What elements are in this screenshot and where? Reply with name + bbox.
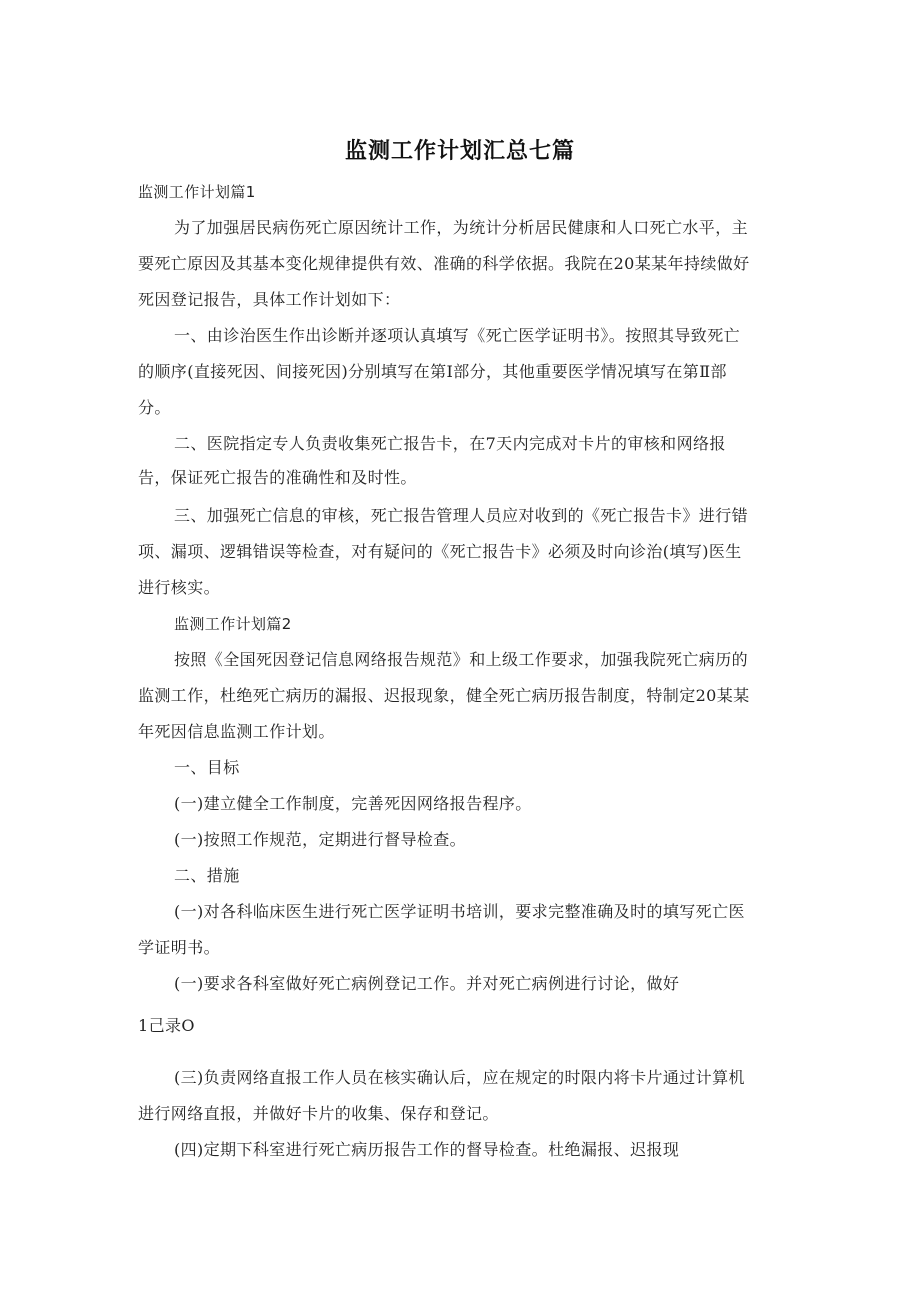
list-item: (一)按照工作规范，定期进行督导检查。 (174, 830, 467, 849)
list-item: (一)对各科临床医生进行死亡医学证明书培训，要求完整准确及时的填写死亡医 (174, 902, 745, 921)
section-heading: 监测工作计划篇2 (174, 615, 292, 633)
paragraph-line: 二、医院指定专人负责收集死亡报告卡，在7天内完成对卡片的审核和网络报 (174, 434, 726, 453)
paragraph-line: 进行核实。 (138, 578, 221, 597)
paragraph-line: 死因登记报告，具体工作计划如下： (138, 290, 401, 309)
paragraph-line: 告，保证死亡报告的准确性和及时性。 (138, 468, 417, 487)
section-heading: 监测工作计划篇1 (138, 183, 256, 201)
paragraph-line: 为了加强居民病伤死亡原因统计工作，为统计分析居民健康和人口死亡水平，主 (174, 218, 749, 237)
list-item: (四)定期下科室进行死亡病历报告工作的督导检查。杜绝漏报、迟报现 (174, 1140, 680, 1159)
paragraph-line: 一、由诊治医生作出诊断并逐项认真填写《死亡医学证明书》。按照其导致死亡 (174, 326, 741, 345)
paragraph-line: 1己录O (138, 1016, 195, 1035)
paragraph-line: 项、漏项、逻辑错误等检查，对有疑问的《死亡报告卡》必须及时向诊治(填写)医生 (138, 542, 742, 561)
paragraph-line: 监测工作，杜绝死亡病历的漏报、迟报现象，健全死亡病历报告制度，特制定20某某 (138, 686, 750, 705)
paragraph-line: 三、加强死亡信息的审核，死亡报告管理人员应对收到的《死亡报告卡》进行错 (174, 506, 749, 525)
paragraph-line: 年死因信息监测工作计划。 (138, 722, 335, 741)
subheading: 二、措施 (174, 866, 240, 885)
list-item: (一)要求各科室做好死亡病例登记工作。并对死亡病例进行讨论，做好 (174, 974, 680, 993)
paragraph-line: 进行网络直报，并做好卡片的收集、保存和登记。 (138, 1104, 499, 1123)
list-item: (三)负责网络直报工作人员在核实确认后，应在规定的时限内将卡片通过计算机 (174, 1068, 745, 1087)
paragraph-line: 学证明书。 (138, 938, 221, 957)
list-item: (一)建立健全工作制度，完善死因网络报告程序。 (174, 794, 532, 813)
paragraph-line: 分。 (138, 398, 171, 417)
paragraph-line: 要死亡原因及其基本变化规律提供有效、准确的科学依据。我院在20某某年持续做好 (138, 254, 750, 273)
subheading: 一、目标 (174, 758, 240, 777)
page-title: 监测工作计划汇总七篇 (344, 139, 575, 164)
paragraph-line: 按照《全国死因登记信息网络报告规范》和上级工作要求，加强我院死亡病历的 (174, 650, 749, 669)
paragraph-line: 的顺序(直接死因、间接死因)分别填写在第Ⅰ部分，其他重要医学情况填写在第Ⅱ部 (138, 362, 727, 381)
